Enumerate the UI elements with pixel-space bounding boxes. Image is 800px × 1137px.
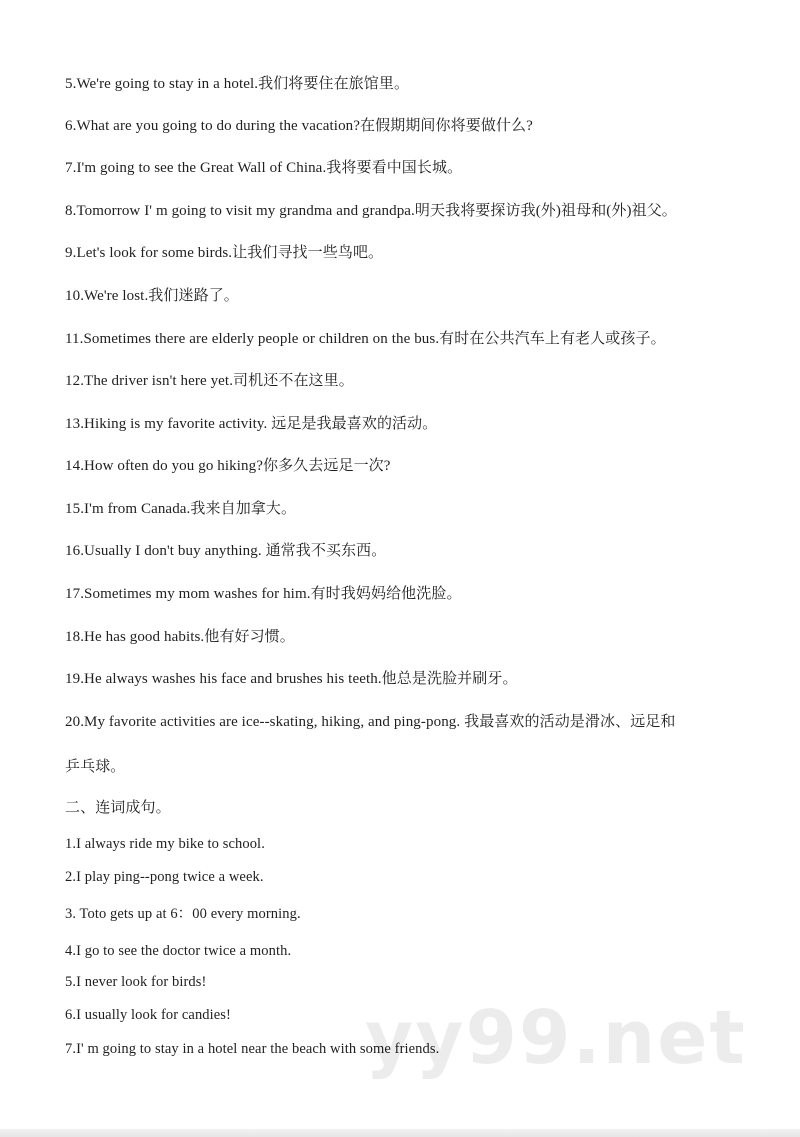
- sentence-14: 14.How often do you go hiking?你多久去远足一次?: [65, 458, 391, 474]
- answer-3: 3. Toto gets up at 6：00 every morning.: [65, 906, 301, 922]
- answer-2: 2.I play ping--pong twice a week.: [65, 869, 264, 885]
- answer-7: 7.I' m going to stay in a hotel near the beach with some friends.: [65, 1041, 440, 1057]
- sentence-6: 6.What are you going to do during the vacation?在假期期间你将要做什么?: [65, 118, 533, 134]
- sentence-16: 16.Usually I don't buy anything. 通常我不买东西。: [65, 543, 387, 559]
- sentence-20-continued: 乒乓球。: [65, 759, 126, 775]
- page-bottom-edge: [0, 1129, 800, 1137]
- answer-4: 4.I go to see the doctor twice a month.: [65, 943, 292, 959]
- answer-6: 6.I usually look for candies!: [65, 1007, 231, 1023]
- section-two-heading: 二、连词成句。: [65, 800, 171, 816]
- sentence-8: 8.Tomorrow I' m going to visit my grandma and grandpa.明天我将要探访我(外)祖母和(外)祖父。: [65, 203, 677, 219]
- sentence-10: 10.We're lost.我们迷路了。: [65, 288, 239, 304]
- sentence-13: 13.Hiking is my favorite activity. 远足是我最喜欢的活动。: [65, 416, 438, 432]
- watermark: yy99.net: [365, 995, 747, 1081]
- sentence-11: 11.Sometimes there are elderly people or children on the bus.有时在公共汽车上有老人或孩子。: [65, 331, 666, 347]
- answer-5: 5.I never look for birds!: [65, 974, 207, 990]
- sentence-7: 7.I'm going to see the Great Wall of China.我将要看中国长城。: [65, 160, 463, 176]
- sentence-19: 19.He always washes his face and brushes his teeth.他总是洗脸并刷牙。: [65, 671, 518, 687]
- sentence-12: 12.The driver isn't here yet.司机还不在这里。: [65, 373, 354, 389]
- answer-1: 1.I always ride my bike to school.: [65, 836, 265, 852]
- sentence-9: 9.Let's look for some birds.让我们寻找一些鸟吧。: [65, 245, 384, 261]
- sentence-5: 5.We're going to stay in a hotel.我们将要住在旅馆里。: [65, 76, 410, 92]
- sentence-20: 20.My favorite activities are ice--skating, hiking, and ping-pong. 我最喜欢的活动是滑冰、远足和: [65, 714, 676, 730]
- sentence-18: 18.He has good habits.他有好习惯。: [65, 629, 295, 645]
- sentence-15: 15.I'm from Canada.我来自加拿大。: [65, 501, 297, 517]
- sentence-17: 17.Sometimes my mom washes for him.有时我妈妈给他洗脸。: [65, 586, 462, 602]
